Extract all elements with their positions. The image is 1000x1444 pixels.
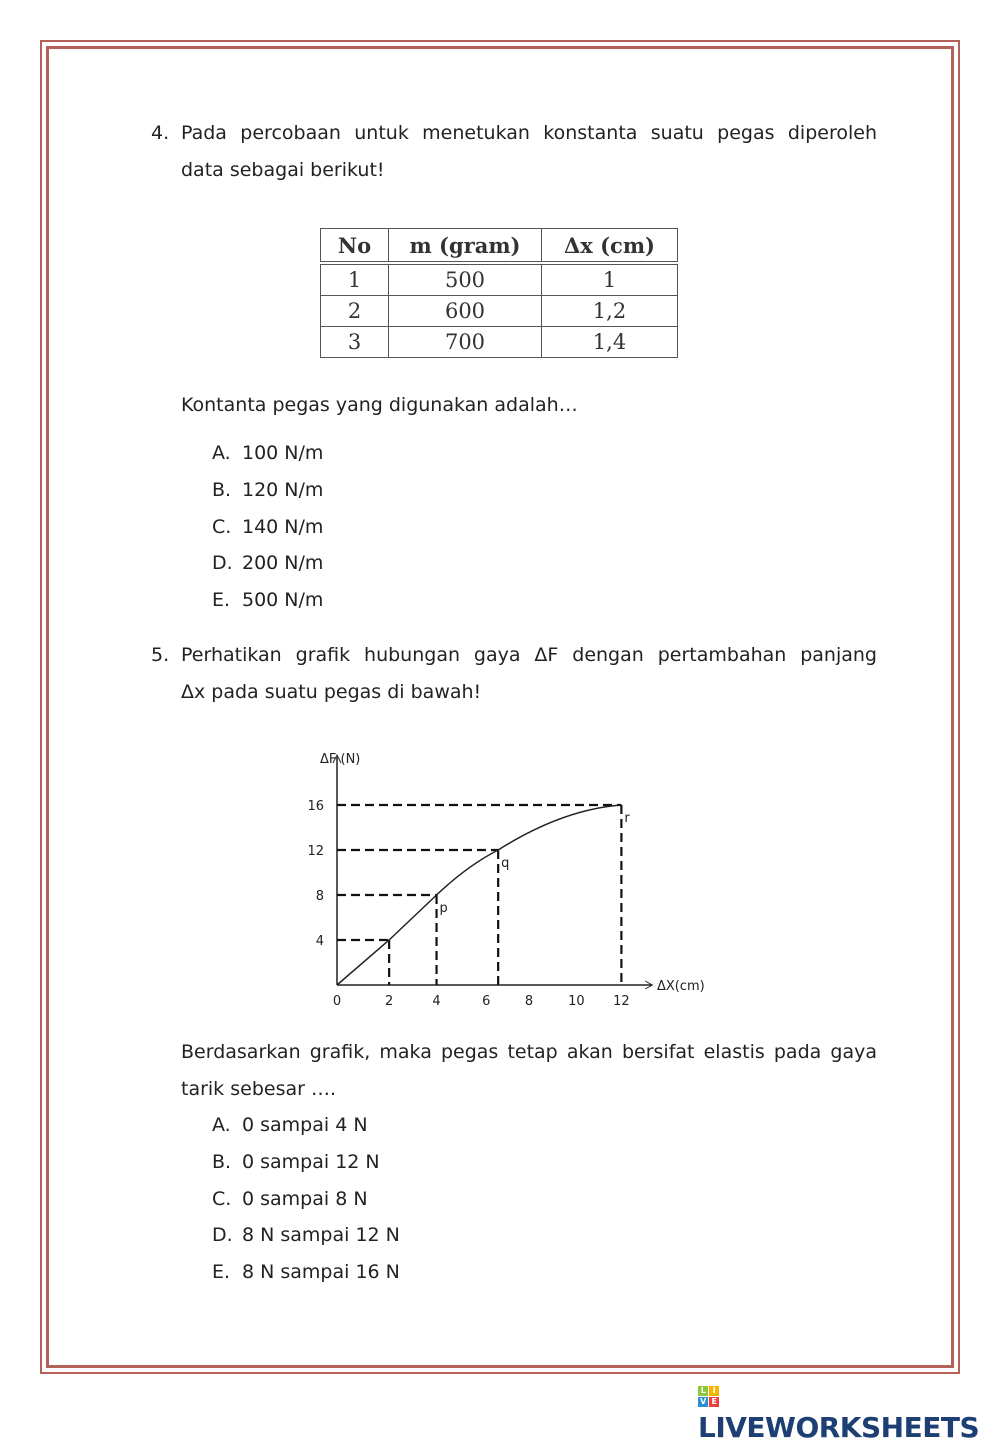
option-text: 0 sampai 8 N — [242, 1187, 368, 1210]
option-text: 8 N sampai 12 N — [242, 1224, 400, 1247]
q5-line1: Perhatikan grafik hubungan gaya ΔF dengan pertambahan panjang — [181, 644, 877, 666]
x-tick-label: 2 — [384, 994, 394, 1009]
option-text: 500 N/m — [242, 589, 324, 612]
answer-option[interactable] — [212, 1188, 368, 1210]
answer-option[interactable] — [212, 1224, 400, 1246]
cell: 1,4 — [542, 327, 678, 358]
cell: 1 — [321, 263, 389, 296]
x-tick-label: 6 — [482, 994, 491, 1009]
table-header: No — [321, 229, 389, 264]
answer-option[interactable] — [212, 442, 323, 464]
option-letter: A. — [212, 442, 231, 464]
option-text: 200 N/m — [242, 552, 324, 575]
table-row — [321, 327, 678, 358]
answer-option[interactable] — [212, 552, 323, 574]
option-text: 8 N sampai 16 N — [242, 1261, 400, 1284]
data-table — [320, 228, 678, 358]
table-header: Δx (cm) — [542, 229, 678, 264]
option-letter: E. — [212, 1261, 231, 1284]
option-letter: A. — [212, 1114, 231, 1136]
x-tick-label: 0 — [332, 994, 342, 1009]
logo-icon: L I V E — [698, 1386, 719, 1407]
x-tick-label: 10 — [568, 994, 585, 1009]
q4-line1: Pada percobaan untuk menetukan konstanta suatu pegas diperoleh — [181, 122, 877, 144]
option-text: 0 sampai 12 N — [242, 1150, 380, 1173]
q5-prompt-line2: tarik sebesar …. — [181, 1078, 336, 1100]
point-label: q — [501, 856, 510, 871]
point-label: r — [624, 811, 630, 826]
option-letter: C. — [212, 515, 232, 538]
y-tick-label: 16 — [307, 799, 324, 814]
q5-number: 5. — [151, 644, 170, 666]
force-extension-chart — [290, 735, 740, 1025]
option-letter: D. — [212, 1224, 233, 1247]
q5-prompt-line1: Berdasarkan grafik, maka pegas tetap akan bersifat elastis pada gaya — [181, 1041, 877, 1063]
option-letter: E. — [212, 589, 231, 612]
option-text: 120 N/m — [242, 478, 324, 501]
brand-name: LIVEWORKSHEETS — [698, 1411, 980, 1444]
cell: 1 — [542, 263, 678, 296]
q4-number: 4. — [151, 122, 170, 144]
cell: 2 — [321, 296, 389, 327]
liveworksheets-logo — [698, 1378, 1000, 1444]
x-tick-label: 8 — [524, 994, 534, 1009]
q4-prompt: Kontanta pegas yang digunakan adalah… — [181, 394, 578, 416]
cell: 1,2 — [542, 296, 678, 327]
cell: 700 — [389, 327, 542, 358]
cell: 600 — [389, 296, 542, 327]
q4-line2: data sebagai berikut! — [181, 159, 385, 181]
option-text: 0 sampai 4 N — [242, 1114, 368, 1136]
answer-option[interactable] — [212, 1261, 400, 1283]
point-label: p — [439, 901, 448, 916]
y-tick-label: 4 — [315, 934, 324, 949]
answer-option[interactable] — [212, 479, 323, 501]
table-row — [321, 296, 678, 327]
answer-option[interactable] — [212, 516, 323, 538]
y-tick-label: 8 — [315, 889, 324, 904]
answer-option[interactable] — [212, 1151, 380, 1173]
x-tick-label: 4 — [432, 994, 441, 1009]
option-text: 100 N/m — [242, 442, 324, 464]
cell: 3 — [321, 327, 389, 358]
option-letter: D. — [212, 552, 233, 575]
x-tick-label: 12 — [613, 994, 630, 1009]
table-header: m (gram) — [389, 229, 542, 264]
cell: 500 — [389, 263, 542, 296]
table-row — [321, 263, 678, 296]
answer-option[interactable] — [212, 589, 323, 611]
option-text: 140 N/m — [242, 515, 324, 538]
y-axis-label: ΔF (N) — [320, 752, 361, 767]
x-axis-label: ΔX(cm) — [656, 979, 705, 994]
q5-line2: Δx pada suatu pegas di bawah! — [181, 681, 482, 703]
option-letter: B. — [212, 478, 232, 501]
option-letter: C. — [212, 1187, 232, 1210]
option-letter: B. — [212, 1150, 232, 1173]
answer-option[interactable] — [212, 1114, 368, 1136]
y-tick-label: 12 — [307, 844, 324, 859]
